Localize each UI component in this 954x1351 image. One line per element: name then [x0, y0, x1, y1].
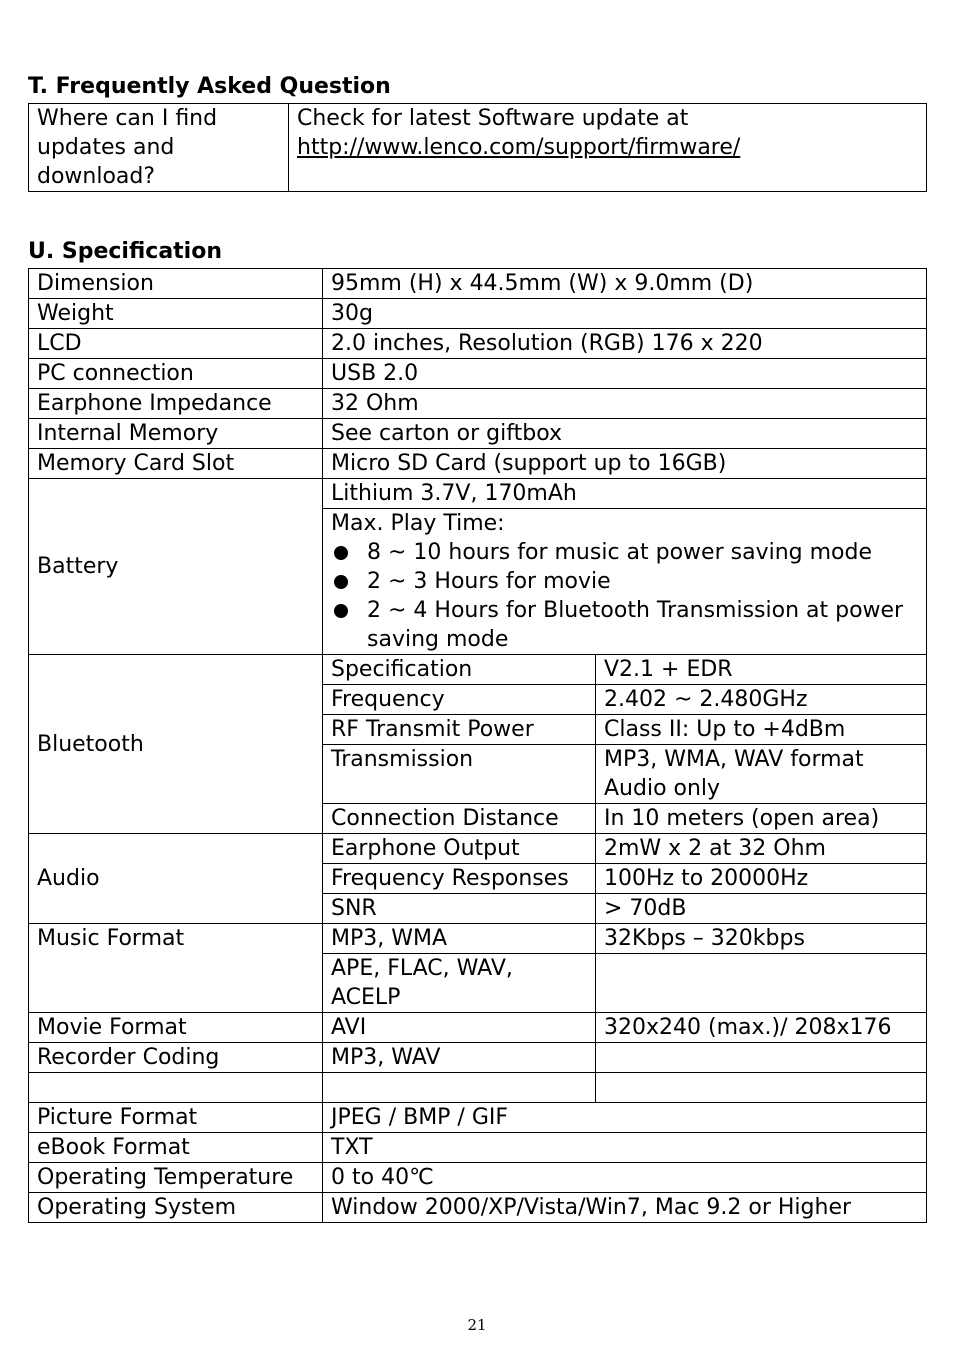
spec-label: Operating Temperature	[29, 1163, 323, 1193]
spec-row-operating-temperature	[29, 1163, 927, 1193]
spec-row-movie-format	[29, 1013, 927, 1043]
spec-value: TXT	[323, 1133, 927, 1163]
spec-label: PC connection	[29, 359, 323, 389]
sub-key: Frequency	[323, 685, 596, 715]
faq-row	[29, 104, 927, 192]
spec-row-lcd	[29, 329, 927, 359]
sub-key: Connection Distance	[323, 804, 596, 834]
sub-key: SNR	[323, 894, 596, 924]
faq-heading: T. Frequently Asked Question	[28, 74, 391, 99]
sub-key: Specification	[323, 655, 596, 685]
spec-label: Earphone Impedance	[29, 389, 323, 419]
sub-key: Frequency Responses	[323, 864, 596, 894]
spec-value: See carton or giftbox	[323, 419, 927, 449]
page-number: 21	[467, 1316, 487, 1334]
spec-label: LCD	[29, 329, 323, 359]
sub-value: Class II: Up to +4dBm	[596, 715, 927, 745]
spec-row-empty	[29, 1073, 927, 1103]
spec-value: 32 Ohm	[323, 389, 927, 419]
spec-label: Dimension	[29, 269, 323, 299]
sub-key: RF Transmit Power	[323, 715, 596, 745]
spec-value: JPEG / BMP / GIF	[323, 1103, 927, 1133]
spec-value: 0 to 40℃	[323, 1163, 927, 1193]
sub-value	[596, 1043, 927, 1073]
spec-value: USB 2.0	[323, 359, 927, 389]
battery-play-time	[323, 509, 927, 655]
sub-key: MP3, WMA	[323, 924, 596, 954]
faq-table	[28, 103, 927, 192]
spec-value: Micro SD Card (support up to 16GB)	[323, 449, 927, 479]
sub-value: In 10 meters (open area)	[596, 804, 927, 834]
spec-label: Bluetooth	[29, 655, 323, 834]
sub-key: AVI	[323, 1013, 596, 1043]
empty-cell	[323, 1073, 596, 1103]
spec-row-internal-memory	[29, 419, 927, 449]
spec-row-memory-card-slot	[29, 449, 927, 479]
battery-capacity: Lithium 3.7V, 170mAh	[323, 479, 927, 509]
sub-value: MP3, WMA, WAV format Audio only	[596, 745, 927, 804]
spec-heading: U. Specification	[28, 239, 223, 264]
spec-value: 30g	[323, 299, 927, 329]
spec-label: Battery	[29, 479, 323, 655]
spec-label: Music Format	[29, 924, 323, 1013]
spec-row-operating-system	[29, 1193, 927, 1223]
empty-cell	[29, 1073, 323, 1103]
list-item: 8 ~ 10 hours for music at power saving mode	[331, 538, 918, 567]
list-item: 2 ~ 4 Hours for Bluetooth Transmission at power saving mode	[331, 596, 918, 654]
sub-value: 32Kbps – 320kbps	[596, 924, 927, 954]
firmware-link[interactable]: http://www.lenco.com/support/firmware/	[297, 135, 741, 160]
spec-label: Movie Format	[29, 1013, 323, 1043]
sub-value: 100Hz to 20000Hz	[596, 864, 927, 894]
sub-key: Transmission	[323, 745, 596, 804]
spec-row-ebook-format	[29, 1133, 927, 1163]
sub-key: Earphone Output	[323, 834, 596, 864]
spec-value: 2.0 inches, Resolution (RGB) 176 x 220	[323, 329, 927, 359]
bullet-icon	[334, 546, 348, 560]
spec-row-pc-connection	[29, 359, 927, 389]
faq-answer	[289, 104, 927, 192]
play-time-label: Max. Play Time:	[331, 511, 505, 536]
faq-answer-text: Check for latest Software update at	[297, 106, 689, 131]
sub-key: MP3, WAV	[323, 1043, 596, 1073]
spec-row-audio	[29, 834, 927, 864]
list-item: 2 ~ 3 Hours for movie	[331, 567, 918, 596]
spec-row-earphone-impedance	[29, 389, 927, 419]
spec-label: Internal Memory	[29, 419, 323, 449]
spec-label: Recorder Coding	[29, 1043, 323, 1073]
spec-label: Audio	[29, 834, 323, 924]
spec-label: Weight	[29, 299, 323, 329]
spec-row-battery	[29, 479, 927, 509]
spec-row-weight	[29, 299, 927, 329]
spec-row-bluetooth	[29, 655, 927, 685]
spec-row-recorder-coding	[29, 1043, 927, 1073]
spec-label: Picture Format	[29, 1103, 323, 1133]
spec-table	[28, 268, 927, 1223]
empty-cell	[596, 1073, 927, 1103]
spec-row-music-format	[29, 924, 927, 954]
spec-value: Window 2000/XP/Vista/Win7, Mac 9.2 or Higher	[323, 1193, 927, 1223]
sub-value	[596, 954, 927, 1013]
spec-row-picture-format	[29, 1103, 927, 1133]
spec-row-dimension	[29, 269, 927, 299]
sub-value: 2mW x 2 at 32 Ohm	[596, 834, 927, 864]
spec-label: Operating System	[29, 1193, 323, 1223]
spec-label: Memory Card Slot	[29, 449, 323, 479]
faq-question: Where can I find updates and download?	[29, 104, 289, 192]
sub-value: V2.1 + EDR	[596, 655, 927, 685]
bullet-icon	[334, 575, 348, 589]
bullet-icon	[334, 604, 348, 618]
sub-value: > 70dB	[596, 894, 927, 924]
sub-value: 2.402 ~ 2.480GHz	[596, 685, 927, 715]
sub-value: 320x240 (max.)/ 208x176	[596, 1013, 927, 1043]
play-time-list	[331, 538, 918, 654]
sub-key: APE, FLAC, WAV, ACELP	[323, 954, 596, 1013]
spec-value: 95mm (H) x 44.5mm (W) x 9.0mm (D)	[323, 269, 927, 299]
spec-label: eBook Format	[29, 1133, 323, 1163]
